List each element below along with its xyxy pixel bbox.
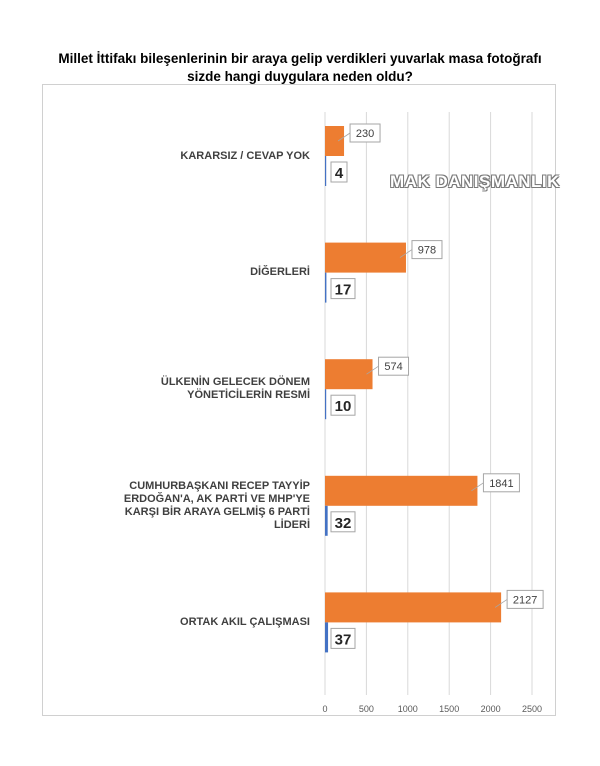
watermark: MAK DANIŞMANLIK	[390, 172, 560, 191]
data-label-series-2: 10	[334, 398, 352, 416]
bar-series-1	[325, 359, 373, 389]
x-tick-label: 2500	[521, 704, 543, 714]
data-label-series-1: 978	[417, 244, 437, 257]
bar-series-2	[325, 506, 328, 536]
category-label-line: DİĞERLERİ	[250, 266, 310, 279]
category-label-line: ERDOĞAN'A, AK PARTİ VE MHP'YE	[123, 492, 310, 505]
bar-series-1	[325, 243, 406, 273]
category-label-line: LİDERİ	[273, 518, 310, 531]
data-label-series-1: 1841	[489, 477, 514, 490]
bar-series-1	[325, 126, 344, 156]
bar-series-2	[325, 622, 328, 652]
category-label-line: YÖNETİCİLERİN RESMİ	[187, 389, 310, 402]
x-tick-label: 0	[322, 704, 328, 714]
bar-series-2	[325, 389, 326, 419]
chart-title-line-2: sizde hangi duygulara neden oldu?	[187, 69, 413, 84]
bar-series-2	[325, 273, 326, 303]
x-tick-label: 1000	[397, 704, 418, 714]
category-label-line: KARŞI BİR ARAYA GELMİŞ 6 PARTİ	[124, 505, 310, 518]
bar-series-2	[325, 156, 326, 186]
data-label-series-2: 4	[334, 165, 344, 182]
data-label-series-2: 32	[334, 514, 352, 532]
x-tick-label: 500	[358, 704, 374, 714]
data-label-series-1: 574	[384, 361, 403, 374]
data-label-series-1: 2127	[512, 594, 538, 607]
category-label-line: ÜLKENİN GELECEK DÖNEM	[160, 376, 310, 389]
category-label-line: KARARSIZ / CEVAP YOK	[180, 149, 310, 162]
category-label-line: ORTAK AKIL ÇALIŞMASI	[180, 615, 310, 628]
chart-title-line-1: Millet İttifakı bileşenlerinin bir araya gelip verdikleri yuvarlak masa fotoğrafı	[58, 51, 542, 66]
data-label-series-2: 37	[334, 631, 352, 649]
data-label-series-1: 230	[355, 128, 375, 140]
x-tick-label: 1500	[439, 704, 460, 714]
bar-series-1	[325, 592, 501, 622]
data-label-series-2: 17	[334, 281, 352, 299]
category-label-line: CUMHURBAŞKANI RECEP TAYYİP	[129, 479, 310, 492]
x-tick-label: 2000	[480, 704, 501, 714]
bar-series-1	[325, 476, 477, 506]
